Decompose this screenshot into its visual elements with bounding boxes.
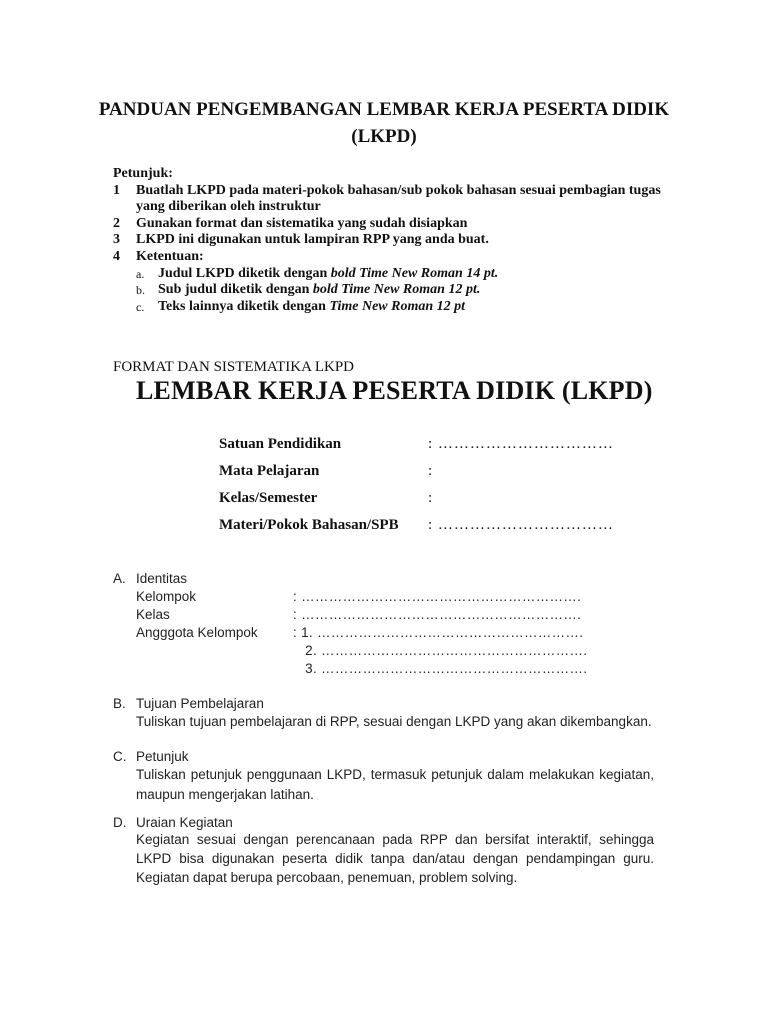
instruction-number: 2 bbox=[113, 215, 120, 231]
identity-value: : …………………………… bbox=[428, 517, 614, 533]
identity-row bbox=[219, 436, 639, 456]
section-letter: A. bbox=[113, 571, 126, 586]
group-field-value: : ……………………………………………………. bbox=[293, 589, 582, 604]
instruction-number: 3 bbox=[113, 232, 120, 248]
instruction-text: Gunakan format dan sistematika yang sudah disiapkan bbox=[136, 215, 468, 231]
subitem-emphasis: bold Time New Roman 14 pt. bbox=[330, 265, 499, 281]
section-title: Uraian Kegiatan bbox=[136, 815, 233, 830]
identity-row bbox=[219, 517, 639, 537]
instruction-item-2 bbox=[113, 216, 673, 233]
subitem-text: Teks lainnya diketik dengan bbox=[158, 298, 330, 314]
group-field-value: : 1. …………………………………………………. bbox=[293, 625, 584, 640]
section-body: Kegiatan sesuai dengan perencanaan pada RPP dan bersifat interaktif, sehingga LKPD bisa digunakan peserta didik tanpa dan/atau dengan pendampingan guru. Kegiatan dapat berupa percobaan, penemuan, problem solving. bbox=[136, 832, 654, 885]
section-body: Tuliskan petunjuk penggunaan LKPD, termasuk petunjuk dalam melakukan kegiatan, maupun mengerjakan latihan. bbox=[136, 767, 654, 802]
instructions-heading: Petunjuk: bbox=[113, 166, 173, 181]
section-title: Identitas bbox=[136, 571, 188, 586]
identity-value: : bbox=[428, 490, 434, 506]
group-field-value: : ……………………………………………………. bbox=[293, 607, 582, 622]
section-title: Tujuan Pembelajaran bbox=[136, 696, 264, 711]
identity-label: Materi/Pokok Bahasan/SPB bbox=[219, 517, 399, 533]
section-letter: B. bbox=[113, 696, 126, 711]
instructions-block bbox=[113, 166, 673, 315]
group-field-label: Kelompok bbox=[136, 589, 197, 604]
subitem-letter: a. bbox=[136, 266, 145, 281]
instruction-subitem-a bbox=[113, 266, 673, 283]
subitem-text: Sub judul diketik dengan bbox=[158, 282, 313, 298]
identity-row bbox=[219, 490, 639, 510]
instruction-text: LKPD ini digunakan untuk lampiran RPP yang anda buat. bbox=[136, 232, 489, 248]
group-field-value: 3. …………………………………………………. bbox=[293, 661, 588, 676]
section-letter: C. bbox=[113, 749, 127, 764]
group-field-label: Angggota Kelompok bbox=[136, 625, 258, 640]
instruction-subitem-b bbox=[113, 282, 673, 299]
lkpd-title: LEMBAR KERJA PESERTA DIDIK (LKPD) bbox=[136, 376, 653, 405]
section-letter: D. bbox=[113, 815, 127, 830]
instruction-item-4 bbox=[113, 249, 673, 266]
group-field-label: Kelas bbox=[136, 607, 170, 622]
identity-value: : bbox=[428, 463, 434, 479]
instruction-number: 4 bbox=[113, 248, 120, 264]
subitem-letter: b. bbox=[136, 283, 145, 298]
identity-label: Kelas/Semester bbox=[219, 490, 318, 506]
instruction-number: 1 bbox=[113, 182, 120, 198]
instruction-item-3 bbox=[113, 232, 673, 249]
format-label: FORMAT DAN SISTEMATIKA LKPD bbox=[113, 359, 355, 375]
subitem-emphasis: bold Time New Roman 12 pt. bbox=[312, 282, 481, 298]
identity-value: : …………………………… bbox=[428, 436, 614, 452]
subitem-emphasis: Time New Roman 12 pt bbox=[329, 298, 466, 314]
section-title: Petunjuk bbox=[136, 749, 189, 764]
instruction-item-1 bbox=[113, 183, 673, 216]
identity-label: Satuan Pendidikan bbox=[219, 436, 342, 452]
instruction-text: Ketentuan: bbox=[136, 248, 204, 264]
identity-label: Mata Pelajaran bbox=[219, 463, 320, 479]
section-body: Tuliskan tujuan pembelajaran di RPP, sesuai dengan LKPD yang akan dikembangkan. bbox=[136, 714, 652, 729]
subitem-letter: c. bbox=[136, 299, 145, 314]
instruction-text: Buatlah LKPD pada materi-pokok bahasan/sub pokok bahasan sesuai pembagian tugas yang diberikan oleh instruktur bbox=[136, 182, 661, 215]
document-title: PANDUAN PENGEMBANGAN LEMBAR KERJA PESERTA DIDIK (LKPD) bbox=[98, 99, 670, 147]
group-field-value: 2. …………………………………………………. bbox=[293, 643, 588, 658]
subitem-text: Judul LKPD diketik dengan bbox=[158, 265, 331, 281]
identity-row bbox=[219, 463, 639, 483]
instruction-subitem-c bbox=[113, 299, 673, 316]
